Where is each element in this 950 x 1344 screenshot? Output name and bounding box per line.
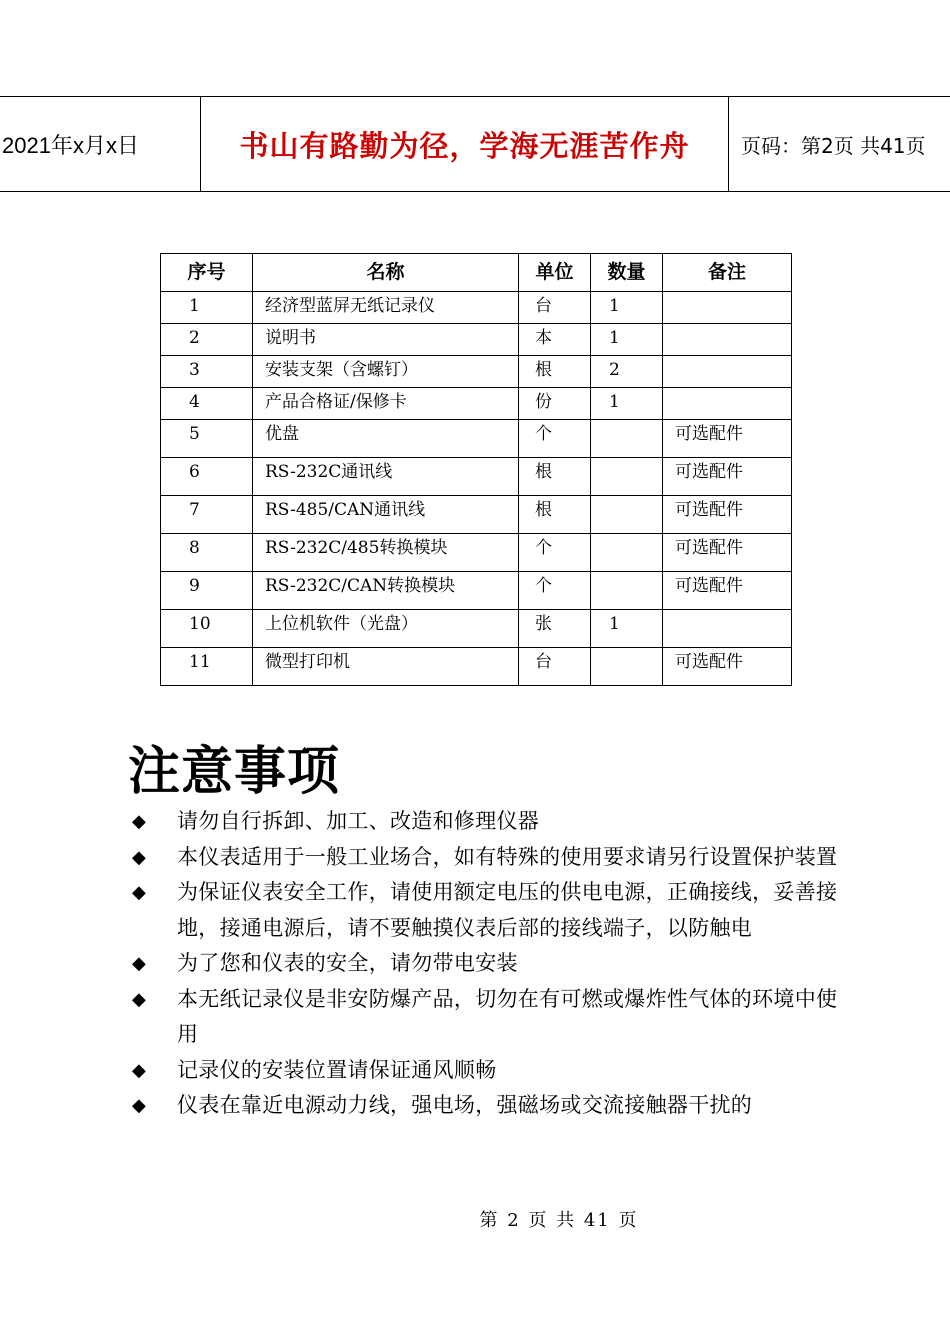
table-row	[161, 388, 792, 420]
row-index: 1	[161, 292, 253, 324]
diamond-bullet-icon: ◆	[132, 882, 147, 903]
note-text: 本无纸记录仪是非安防爆产品，切勿在有可燃或爆炸性气体的环境中使用	[177, 986, 838, 1046]
header-quantity: 数量	[591, 254, 663, 292]
row-name: 优盘	[253, 420, 519, 458]
row-unit: 根	[519, 458, 591, 496]
row-quantity	[591, 420, 663, 458]
row-quantity	[591, 458, 663, 496]
table-row	[161, 496, 792, 534]
row-quantity	[591, 496, 663, 534]
row-quantity: 1	[591, 610, 663, 648]
row-quantity: 2	[591, 356, 663, 388]
note-text: 本仪表适用于一般工业场合，如有特殊的使用要求请另行设置保护装置	[177, 844, 838, 869]
diamond-bullet-icon: ◆	[132, 846, 147, 868]
note-text: 请勿自行拆卸、加工、改造和修理仪器	[177, 809, 540, 833]
parts-list-table	[160, 253, 792, 686]
row-name: 经济型蓝屏无纸记录仪	[253, 292, 519, 324]
list-item	[128, 982, 848, 1053]
row-unit: 根	[519, 356, 591, 388]
header-unit: 单位	[519, 254, 591, 292]
row-name: RS-232C通讯线	[253, 458, 519, 496]
row-name: 说明书	[253, 324, 519, 356]
list-item	[128, 804, 848, 840]
list-item	[128, 1088, 848, 1124]
table-row	[161, 458, 792, 496]
header-index: 序号	[161, 254, 253, 292]
row-unit: 本	[519, 324, 591, 356]
diamond-bullet-icon: ◆	[132, 988, 147, 1010]
row-index: 5	[161, 420, 253, 458]
note-text: 为保证仪表安全工作，请使用额定电压的供电电源，正确接线，妥善接地，接通电源后，请不要触摸仪表后部的接线端子，以防触电	[177, 880, 838, 940]
row-remark: 可选配件	[663, 420, 792, 458]
table-row	[161, 648, 792, 686]
row-quantity	[591, 534, 663, 572]
list-item	[128, 946, 848, 982]
row-remark: 可选配件	[663, 572, 792, 610]
table-row	[161, 610, 792, 648]
row-name: 上位机软件（光盘）	[253, 610, 519, 648]
row-quantity: 1	[591, 324, 663, 356]
diamond-bullet-icon: ◆	[132, 953, 147, 974]
row-index: 10	[161, 610, 253, 648]
row-name: 微型打印机	[253, 648, 519, 686]
note-text: 为了您和仪表的安全，请勿带电安装	[177, 951, 518, 975]
row-unit: 张	[519, 610, 591, 648]
table-row	[161, 324, 792, 356]
row-name: 产品合格证/保修卡	[253, 388, 519, 420]
row-remark	[663, 324, 792, 356]
header-motto: 书山有路勤为径，学海无涯苦作舟	[201, 97, 729, 191]
list-item	[128, 1053, 848, 1089]
diamond-bullet-icon: ◆	[132, 1095, 147, 1116]
row-index: 6	[161, 458, 253, 496]
row-unit: 根	[519, 496, 591, 534]
notes-list	[128, 804, 848, 1124]
row-remark	[663, 388, 792, 420]
row-name: 安装支架（含螺钉）	[253, 356, 519, 388]
table-row	[161, 420, 792, 458]
row-unit: 份	[519, 388, 591, 420]
diamond-bullet-icon: ◆	[132, 1059, 147, 1081]
header-page-info: 页码：第2页 共41页	[741, 133, 926, 158]
row-remark	[663, 356, 792, 388]
table-row	[161, 572, 792, 610]
row-remark	[663, 610, 792, 648]
row-index: 8	[161, 534, 253, 572]
row-unit: 个	[519, 420, 591, 458]
table-row	[161, 356, 792, 388]
row-unit: 个	[519, 572, 591, 610]
row-index: 4	[161, 388, 253, 420]
row-remark: 可选配件	[663, 458, 792, 496]
row-index: 2	[161, 324, 253, 356]
row-remark: 可选配件	[663, 648, 792, 686]
row-quantity	[591, 572, 663, 610]
page-header	[0, 96, 950, 192]
row-quantity: 1	[591, 292, 663, 324]
table-header-row	[161, 254, 792, 292]
diamond-bullet-icon: ◆	[132, 811, 147, 832]
row-index: 9	[161, 572, 253, 610]
row-quantity: 1	[591, 388, 663, 420]
page-footer: 第 2 页 共 41 页	[479, 1210, 639, 1231]
header-remark: 备注	[663, 254, 792, 292]
notes-title: 注意事项	[128, 742, 341, 802]
note-text: 仪表在靠近电源动力线，强电场，强磁场或交流接触器干扰的	[177, 1093, 753, 1117]
row-remark: 可选配件	[663, 496, 792, 534]
table-row	[161, 534, 792, 572]
row-unit: 台	[519, 292, 591, 324]
list-item	[128, 875, 848, 946]
table-row	[161, 292, 792, 324]
row-index: 3	[161, 356, 253, 388]
row-unit: 个	[519, 534, 591, 572]
header-date: 2021年x月x日	[0, 97, 201, 191]
note-text: 记录仪的安装位置请保证通风顺畅	[177, 1057, 497, 1082]
row-name: RS-485/CAN通讯线	[253, 496, 519, 534]
row-unit: 台	[519, 648, 591, 686]
row-remark: 可选配件	[663, 534, 792, 572]
row-name: RS-232C/CAN转换模块	[253, 572, 519, 610]
header-name: 名称	[253, 254, 519, 292]
row-name: RS-232C/485转换模块	[253, 534, 519, 572]
list-item	[128, 840, 848, 876]
row-index: 7	[161, 496, 253, 534]
row-index: 11	[161, 648, 253, 686]
row-remark	[663, 292, 792, 324]
row-quantity	[591, 648, 663, 686]
